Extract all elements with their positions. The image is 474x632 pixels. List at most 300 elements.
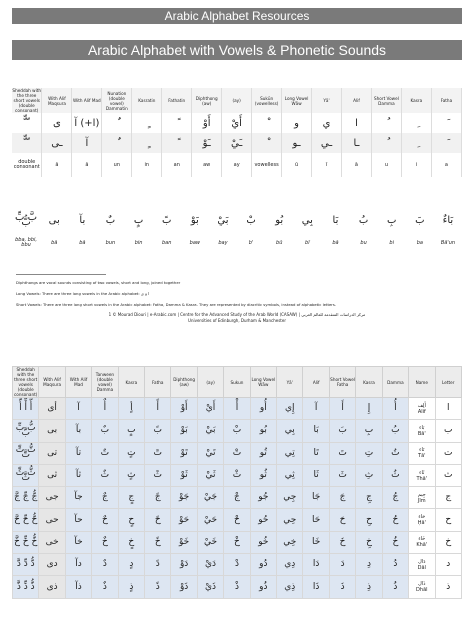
symbol-cell: و (282, 113, 312, 133)
example-arabic: بى (48, 214, 60, 226)
letter-name-cell (409, 442, 435, 464)
example-transliteration: ba (416, 239, 423, 246)
example-transliteration: b' (248, 239, 254, 246)
phonetic-cell: aw (192, 153, 222, 177)
letter-form-cell: أْ (224, 398, 250, 420)
letter-name-cell (409, 509, 435, 531)
example-arabic: بُ (358, 214, 369, 226)
column-header: Sheddah with the three short vowels (double consonant) (12, 88, 42, 113)
letter-form-cell: آ (303, 398, 329, 420)
symbol-cell (132, 113, 162, 133)
letter-form-cell: جٌ (92, 487, 118, 509)
phonetic-cell: vowelless (252, 153, 282, 177)
column-header: Tanween (double vowel) Damma (92, 367, 118, 398)
letter-form-cell: بى (39, 420, 65, 442)
letter-form-cell: جُ (382, 487, 408, 509)
letter-form-cell: خآ (65, 531, 91, 553)
column-header: Yā' (277, 367, 303, 398)
example-arabic: بَّ بِّ بُّ (15, 212, 38, 228)
letter-form-cell: حُ (382, 509, 408, 531)
column-header: Letter (435, 367, 462, 398)
table-row (13, 398, 462, 420)
letter-form-cell: خٌ (92, 531, 118, 553)
resources-title-bar (12, 8, 462, 24)
letter-form-cell: بٌ (92, 420, 118, 442)
footnote-diphthongs: Diphthongs are vocal sounds consisting of two vowels, short and long, joined together (16, 280, 181, 285)
letter-form-cell: بُو (250, 420, 276, 442)
example-transliteration: bā (51, 239, 58, 246)
letter-form-cell: تِي (277, 442, 303, 464)
letter-cell: ت (435, 442, 462, 464)
letter-form-cell: تَ (329, 442, 355, 464)
letter-name-arabic: بَاء (419, 424, 425, 431)
letter-form-cell: حآ (65, 509, 91, 531)
letter-form-cell: حَيْ (197, 509, 223, 531)
letter-form-cell: خِي (277, 531, 303, 553)
letter-form-cell: خى (39, 531, 65, 553)
example-arabic: بَيْ (217, 214, 229, 226)
column-header: Kasra (356, 367, 382, 398)
letter-form-cell: ثَوْ (171, 464, 197, 486)
letter-form-cell: دَوْ (171, 554, 197, 576)
example-arabic: بً (161, 214, 172, 226)
letter-form-cell: ثُ (382, 464, 408, 486)
letter-form-cell: أَوْ (171, 398, 197, 420)
column-header: Sheddah with the three short vowels (double consonant) (13, 367, 38, 397)
letter-form-cell: ذُّ ذِّ ذَّ (13, 576, 39, 598)
example-transliteration: baw (189, 239, 200, 246)
column-header: Sukūn (vowelless) (252, 88, 282, 113)
letter-cell: ذ (435, 576, 462, 598)
letter-form-cell: دً (145, 554, 171, 576)
letter-name-latin: Dhāl (416, 587, 428, 594)
phonetic-cell: ā (42, 153, 72, 177)
letter-form-cell: أُ (382, 398, 408, 420)
letter-form-cell: جَا (303, 487, 329, 509)
example-transliteration: ban (161, 239, 172, 246)
credit-line-2: Universities of Edinburgh, Durham & Manchester (188, 318, 286, 323)
letter-form-cell: تَا (303, 442, 329, 464)
letter-form-cell: بَيْ (197, 420, 223, 442)
symbol-cell: ى (42, 113, 72, 133)
letter-form-cell: ذً (145, 576, 171, 598)
letter-form-cell: بَ (329, 420, 355, 442)
symbol-cell (431, 133, 461, 153)
example-transliteration: bi (389, 239, 394, 246)
letter-form-cell: دَيْ (197, 554, 223, 576)
example-transliteration: bā (79, 239, 86, 246)
symbol-cell (431, 113, 461, 133)
subtitle-bar (12, 40, 462, 60)
symbol-cell: ـَوْ (192, 133, 222, 153)
letter-name-latin: Dāl (417, 564, 426, 571)
letter-form-cell: أٍ (118, 398, 144, 420)
letter-form-cell: خَا (303, 531, 329, 553)
letter-form-cell: إِ (356, 398, 382, 420)
letter-form-cell: أَ (329, 398, 355, 420)
example-arabic: بْ (246, 214, 256, 226)
letter-form-cell: بآ (65, 420, 91, 442)
letter-name-cell (409, 398, 435, 420)
letter-form-cell: حٍ (118, 509, 144, 531)
letter-form-cell: جَ (329, 487, 355, 509)
letter-form-cell: حْ (224, 509, 250, 531)
column-header: With Alif Maqsura (42, 88, 72, 113)
vowel-symbols-table (12, 88, 462, 177)
letter-form-cell: تْ (224, 442, 250, 464)
column-header: Fatha (431, 88, 461, 113)
letter-form-cell: تٌ (92, 442, 118, 464)
letter-form-cell: ذُو (250, 576, 276, 598)
phonetic-cell: un (102, 153, 132, 177)
letter-form-cell: بَا (303, 420, 329, 442)
letter-form-cell: ذآ (65, 576, 91, 598)
letter-form-cell: أُّ أِّ أَّ (13, 398, 39, 420)
example-arabic: بٌ (105, 214, 116, 226)
column-header: (ay) (222, 88, 252, 113)
symbol-cell: ـى (42, 133, 72, 153)
phonetic-cell: ī (312, 153, 342, 177)
footnote-long-vowels: Long Vowels: There are three long vowels in the Arabic alphabet: ا و ي (16, 291, 150, 296)
symbol-cell: أَوْ (192, 113, 222, 133)
letter-form-cell: ثِ (356, 464, 382, 486)
letter-form-cell: دٍ (118, 554, 144, 576)
letter-cell: د (435, 554, 462, 576)
letter-form-cell: دآ (65, 554, 91, 576)
letter-form-cell: حِي (277, 509, 303, 531)
letter-form-cell: ثٍ (118, 464, 144, 486)
table-row (13, 487, 462, 509)
table-row (13, 509, 462, 531)
letter-form-cell: دُّ دِّ دَّ (13, 554, 39, 576)
symbol-cell (252, 113, 282, 133)
column-header: Diphthong (aw) (171, 367, 197, 398)
column-header: Long Vowel Wāw (282, 88, 312, 113)
letter-form-cell: ثى (39, 464, 65, 486)
credit-line-1: 1 © Mourad Diouri | e-Arabic.com | Centre for the Advanced Study of the Arab World (CASAW) | مركز الدراسات المتقدمة للعالم العربي (108, 312, 366, 317)
letter-form-cell: تُّ تِّ تَّ (13, 442, 39, 464)
letter-form-cell: جٍ (118, 487, 144, 509)
symbol-cell: آ (+l) (72, 113, 102, 133)
letter-form-cell: أُو (250, 398, 276, 420)
symbol-cell (102, 133, 132, 153)
letter-name-arabic: حَاء (418, 514, 426, 521)
phonetic-cell: ū (282, 153, 312, 177)
column-header: Short Vowel Fatha (329, 367, 355, 398)
letter-form-cell: ثً (145, 464, 171, 486)
letter-form-cell: ذِ (356, 576, 382, 598)
column-header: Fatha (145, 367, 171, 398)
column-header: Short Vowel Damma (371, 88, 401, 113)
letter-name-latin: Ḥā' (417, 520, 426, 527)
letter-name-latin: Alif (417, 408, 426, 415)
table-row (13, 576, 462, 598)
column-header: Nunation (double vowel) Dammatin (102, 88, 132, 113)
letter-form-cell: حَا (303, 509, 329, 531)
phonetic-cell: a (431, 153, 461, 177)
column-header: Sukun (224, 367, 250, 398)
footnote-short-vowels: Short Vowels: There are three long short vowels in the Arabic alphabet: Fatha, Damma & Kasra. They are represented by diacritic symbols, instead of alphabetic letters. (16, 302, 337, 307)
letter-form-cell: جْ (224, 487, 250, 509)
letter-form-cell: بْ (224, 420, 250, 442)
letter-form-cell: ثْ (224, 464, 250, 486)
letter-form-cell: حَ (329, 509, 355, 531)
letter-form-cell: خُّ خِّ خَّ (13, 531, 39, 553)
letter-name-latin: Bā' (417, 430, 426, 437)
symbol-cell (252, 133, 282, 153)
letter-form-cell: تَوْ (171, 442, 197, 464)
letter-cell: ج (435, 487, 462, 509)
letter-form-cell: جى (39, 487, 65, 509)
letter-form-cell: ثَيْ (197, 464, 223, 486)
column-header: Fathatin (162, 88, 192, 113)
letter-form-cell: بٍ (118, 420, 144, 442)
column-header: With Alif Mad (72, 88, 102, 113)
example-arabic: بِي (301, 214, 313, 226)
letter-name-cell (409, 487, 435, 509)
letter-name-latin: Thā' (416, 475, 428, 482)
letter-form-cell: ذٍ (118, 576, 144, 598)
column-header: Name (409, 367, 435, 398)
letter-form-cell: جَيْ (197, 487, 223, 509)
column-header: Damma (382, 367, 408, 398)
example-arabic: بَ (415, 214, 425, 226)
letter-form-cell: تَيْ (197, 442, 223, 464)
letter-form-cell: جِ (356, 487, 382, 509)
letter-form-cell: بُّ بِّ بَّ (13, 420, 39, 442)
example-arabic: بَوْ (190, 214, 199, 226)
letter-form-cell: تُو (250, 442, 276, 464)
table-row (13, 420, 462, 442)
letter-form-cell: ثِي (277, 464, 303, 486)
symbol-cell (401, 113, 431, 133)
table-row (13, 464, 462, 486)
example-transliteration: bā (332, 239, 339, 246)
letter-cell: خ (435, 531, 462, 553)
letter-form-cell: بً (145, 420, 171, 442)
letter-form-cell: دِي (277, 554, 303, 576)
symbol-cell: ّ ّ ّ (12, 133, 42, 153)
letter-form-cell: أَيْ (197, 398, 223, 420)
letter-name-cell (409, 420, 435, 442)
letter-name-arabic: ذَال (418, 581, 426, 588)
letter-form-cell: دِ (356, 554, 382, 576)
symbol-cell: أَيْ (222, 113, 252, 133)
letter-form-cell: ثُو (250, 464, 276, 486)
letter-form-cell: أٌ (92, 398, 118, 420)
letter-form-cell: حِ (356, 509, 382, 531)
symbol-cell (162, 133, 192, 153)
example-transliteration: bū (276, 239, 283, 246)
letter-cell: ا (435, 398, 462, 420)
letter-form-cell: ثَا (303, 464, 329, 486)
letter-name-arabic: ثَاء (419, 469, 425, 476)
letter-name-cell (409, 576, 435, 598)
letter-form-cell: جَوْ (171, 487, 197, 509)
letter-name-arabic: دَال (418, 558, 426, 565)
letter-form-cell: تى (39, 442, 65, 464)
column-header: Diphthong (aw) (192, 88, 222, 113)
letter-form-cell: جً (145, 487, 171, 509)
symbol-cell: ـا (341, 133, 371, 153)
symbol-cell: ـَيْ (222, 133, 252, 153)
column-header: Kasratin (132, 88, 162, 113)
letter-form-cell: دَ (329, 554, 355, 576)
letter-cell: ث (435, 464, 462, 486)
phonetic-cell: in (132, 153, 162, 177)
example-transliteration: bin (134, 239, 143, 246)
letter-form-cell: خً (145, 531, 171, 553)
phonetic-cell: ay (222, 153, 252, 177)
symbol-cell (102, 113, 132, 133)
letter-form-cell: خَوْ (171, 531, 197, 553)
example-arabic: بآ (79, 214, 86, 226)
letter-form-cell: دَا (303, 554, 329, 576)
letter-form-cell: ثآ (65, 464, 91, 486)
letter-form-cell: حً (145, 509, 171, 531)
letter-form-cell: بَوْ (171, 420, 197, 442)
example-transliteration: bay (218, 239, 228, 246)
page-subtitle: Arabic Alphabet with Vowels & Phonetic Sounds (87, 42, 387, 58)
column-header: Kasra (118, 367, 144, 398)
letter-form-cell: حُّ حِّ حَّ (13, 509, 39, 531)
footnote-rule (16, 274, 106, 275)
letter-form-cell: أى (39, 398, 65, 420)
symbol-cell (401, 133, 431, 153)
page-title: Arabic Alphabet Resources (164, 9, 310, 23)
table-row (13, 554, 462, 576)
column-header: Alif (341, 88, 371, 113)
symbol-cell (371, 133, 401, 153)
example-arabic: بُو (275, 214, 284, 226)
letter-cell: ب (435, 420, 462, 442)
example-arabic: بِ (386, 214, 397, 226)
letter-form-cell: جُّ جِّ جَّ (13, 487, 39, 509)
table-row (13, 531, 462, 553)
column-header: Kasra (401, 88, 431, 113)
letter-form-cell: دى (39, 554, 65, 576)
letter-form-cell: خُ (382, 531, 408, 553)
letter-name-latin: Khā' (416, 542, 428, 549)
symbol-cell: آ (72, 133, 102, 153)
letter-form-cell: دُو (250, 554, 276, 576)
letter-form-cell: حُو (250, 509, 276, 531)
symbol-cell (162, 113, 192, 133)
phonetic-cell: double consonant (12, 153, 42, 177)
letter-name-arabic: خَاء (418, 536, 426, 543)
letters-table (12, 366, 462, 599)
letter-form-cell: خُو (250, 531, 276, 553)
letter-form-cell: جآ (65, 487, 91, 509)
column-header: Long Vowel Wāw (250, 367, 276, 398)
phonetic-cell: i (401, 153, 431, 177)
letter-form-cell: ذَيْ (197, 576, 223, 598)
letter-form-cell: ذَوْ (171, 576, 197, 598)
letter-name-arabic: جِيم (417, 491, 426, 498)
letter-form-cell: دْ (224, 554, 250, 576)
letter-name-arabic: أَلِف (417, 402, 426, 409)
table-row (13, 442, 462, 464)
letter-form-cell: إِي (277, 398, 303, 420)
letter-form-cell: ذى (39, 576, 65, 598)
column-header: With Alif Mad (65, 367, 91, 398)
letter-form-cell: ذَ (329, 576, 355, 598)
letter-form-cell: جُو (250, 487, 276, 509)
example-arabic: بٍ (133, 214, 144, 226)
column-header: Yā' (312, 88, 342, 113)
symbol-cell (371, 113, 401, 133)
letter-form-cell: حٌ (92, 509, 118, 531)
symbol-cell: ي (312, 113, 342, 133)
letter-form-cell: تُ (382, 442, 408, 464)
letter-form-cell: ذِي (277, 576, 303, 598)
phonetic-cell: u (371, 153, 401, 177)
letter-form-cell: حى (39, 509, 65, 531)
letter-form-cell: أً (145, 398, 171, 420)
letter-form-cell: ذْ (224, 576, 250, 598)
example-transliteration: bī (305, 239, 310, 246)
letter-form-cell: خِ (356, 531, 382, 553)
phonetic-cell: ā (72, 153, 102, 177)
letter-form-cell: ثَ (329, 464, 355, 486)
letter-form-cell: ذُ (382, 576, 408, 598)
letter-form-cell: جِي (277, 487, 303, 509)
letter-form-cell: آ (65, 398, 91, 420)
letter-form-cell: ثُّ ثِّ ثَّ (13, 464, 39, 486)
phonetic-cell: ā (341, 153, 371, 177)
symbol-cell: ا (341, 113, 371, 133)
letter-form-cell: خْ (224, 531, 250, 553)
letter-cell: ح (435, 509, 462, 531)
letter-form-cell: دٌ (92, 554, 118, 576)
letter-name-cell (409, 554, 435, 576)
letter-form-cell: حَوْ (171, 509, 197, 531)
letter-form-cell: تِ (356, 442, 382, 464)
letter-form-cell: دُ (382, 554, 408, 576)
letter-form-cell: تآ (65, 442, 91, 464)
letter-form-cell: خَ (329, 531, 355, 553)
letter-form-cell: ثٌ (92, 464, 118, 486)
letter-form-cell: بِ (356, 420, 382, 442)
example-transliteration: bun (105, 239, 116, 246)
symbol-cell (132, 133, 162, 153)
column-header: Alif (303, 367, 329, 398)
symbol-cell: ّ ّ ّ (12, 113, 42, 133)
letter-name-latin: Jīm (417, 497, 426, 504)
example-transliteration: Bā'un (440, 239, 456, 246)
letter-form-cell: خٍ (118, 531, 144, 553)
column-header: With Alif Maqsura (39, 367, 65, 398)
letter-form-cell: خَيْ (197, 531, 223, 553)
letter-name-latin: Tā' (418, 453, 426, 460)
letter-form-cell: ذٌ (92, 576, 118, 598)
symbol-cell: ـو (282, 133, 312, 153)
letter-name-cell (409, 531, 435, 553)
letter-name-arabic: تَاء (419, 447, 425, 454)
footnotes (16, 274, 456, 310)
letter-form-cell: بُ (382, 420, 408, 442)
example-transliteration: bba, bbi, bbu (15, 237, 38, 248)
letter-form-cell: ذَا (303, 576, 329, 598)
example-transliteration: bu (360, 239, 367, 246)
phonetic-cell: an (162, 153, 192, 177)
letter-name-cell (409, 464, 435, 486)
column-header: (ay) (197, 367, 223, 398)
letter-form-cell: تً (145, 442, 171, 464)
example-table (12, 204, 462, 260)
example-arabic: بَاءٌ (442, 214, 454, 226)
example-arabic: بَا (332, 214, 339, 226)
